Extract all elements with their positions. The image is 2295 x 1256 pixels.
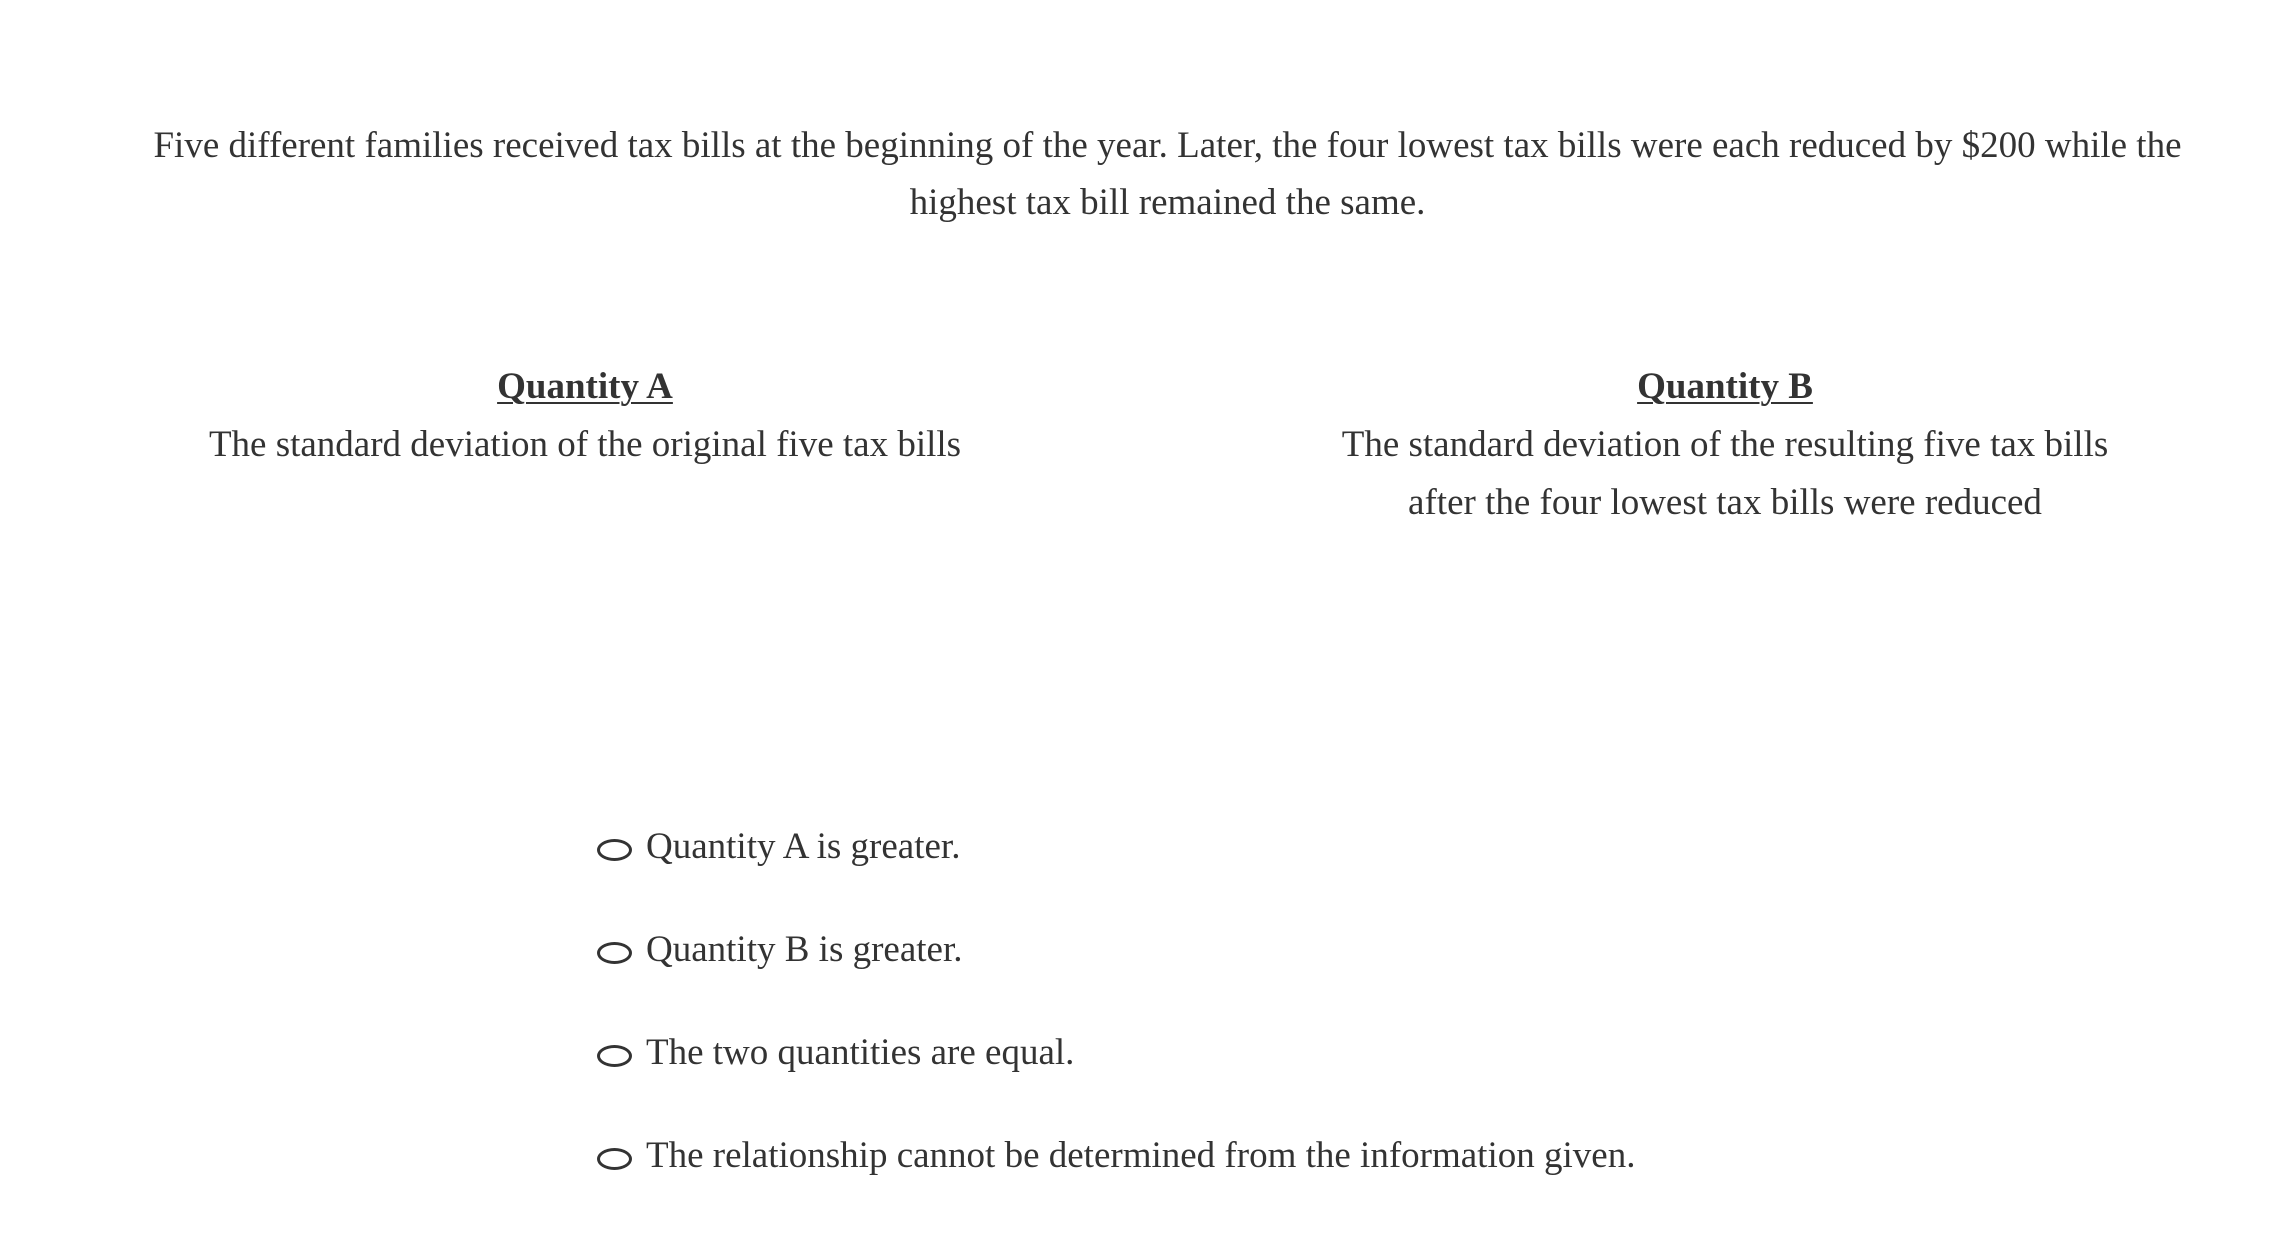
quantity-a-heading: Quantity A (497, 366, 673, 407)
quantity-b-description-line2: after the four lowest tax bills were reduced (1408, 482, 2042, 523)
choice-b-greater[interactable] (597, 921, 1635, 979)
radio-button-icon[interactable] (597, 942, 632, 964)
choice-cannot-determine[interactable] (597, 1127, 1635, 1185)
choice-label: The relationship cannot be determined from the information given. (646, 1135, 1636, 1176)
question-stem: Five different families received tax bills at the beginning of the year. Later, the four lowest tax bills were each reduced by $200 while the highest tax bill remained the same. (153, 125, 2182, 223)
quantity-b-description-line1: The standard deviation of the resulting five tax bills (1341, 424, 2109, 465)
choice-label: The two quantities are equal. (646, 1032, 1075, 1073)
choice-a-greater[interactable] (597, 818, 1635, 876)
radio-button-icon[interactable] (597, 839, 632, 861)
radio-button-icon[interactable] (597, 1045, 632, 1067)
quantity-b-column (1290, 358, 2160, 532)
quantity-b-heading: Quantity B (1637, 366, 1813, 407)
answer-choices (597, 818, 1635, 1230)
radio-button-icon[interactable] (597, 1148, 632, 1170)
choice-label: Quantity B is greater. (646, 929, 963, 970)
quantity-a-description: The standard deviation of the original five tax bills (208, 424, 962, 465)
choice-label: Quantity A is greater. (646, 826, 961, 867)
choice-equal[interactable] (597, 1024, 1635, 1082)
quantity-a-column (150, 358, 1020, 474)
